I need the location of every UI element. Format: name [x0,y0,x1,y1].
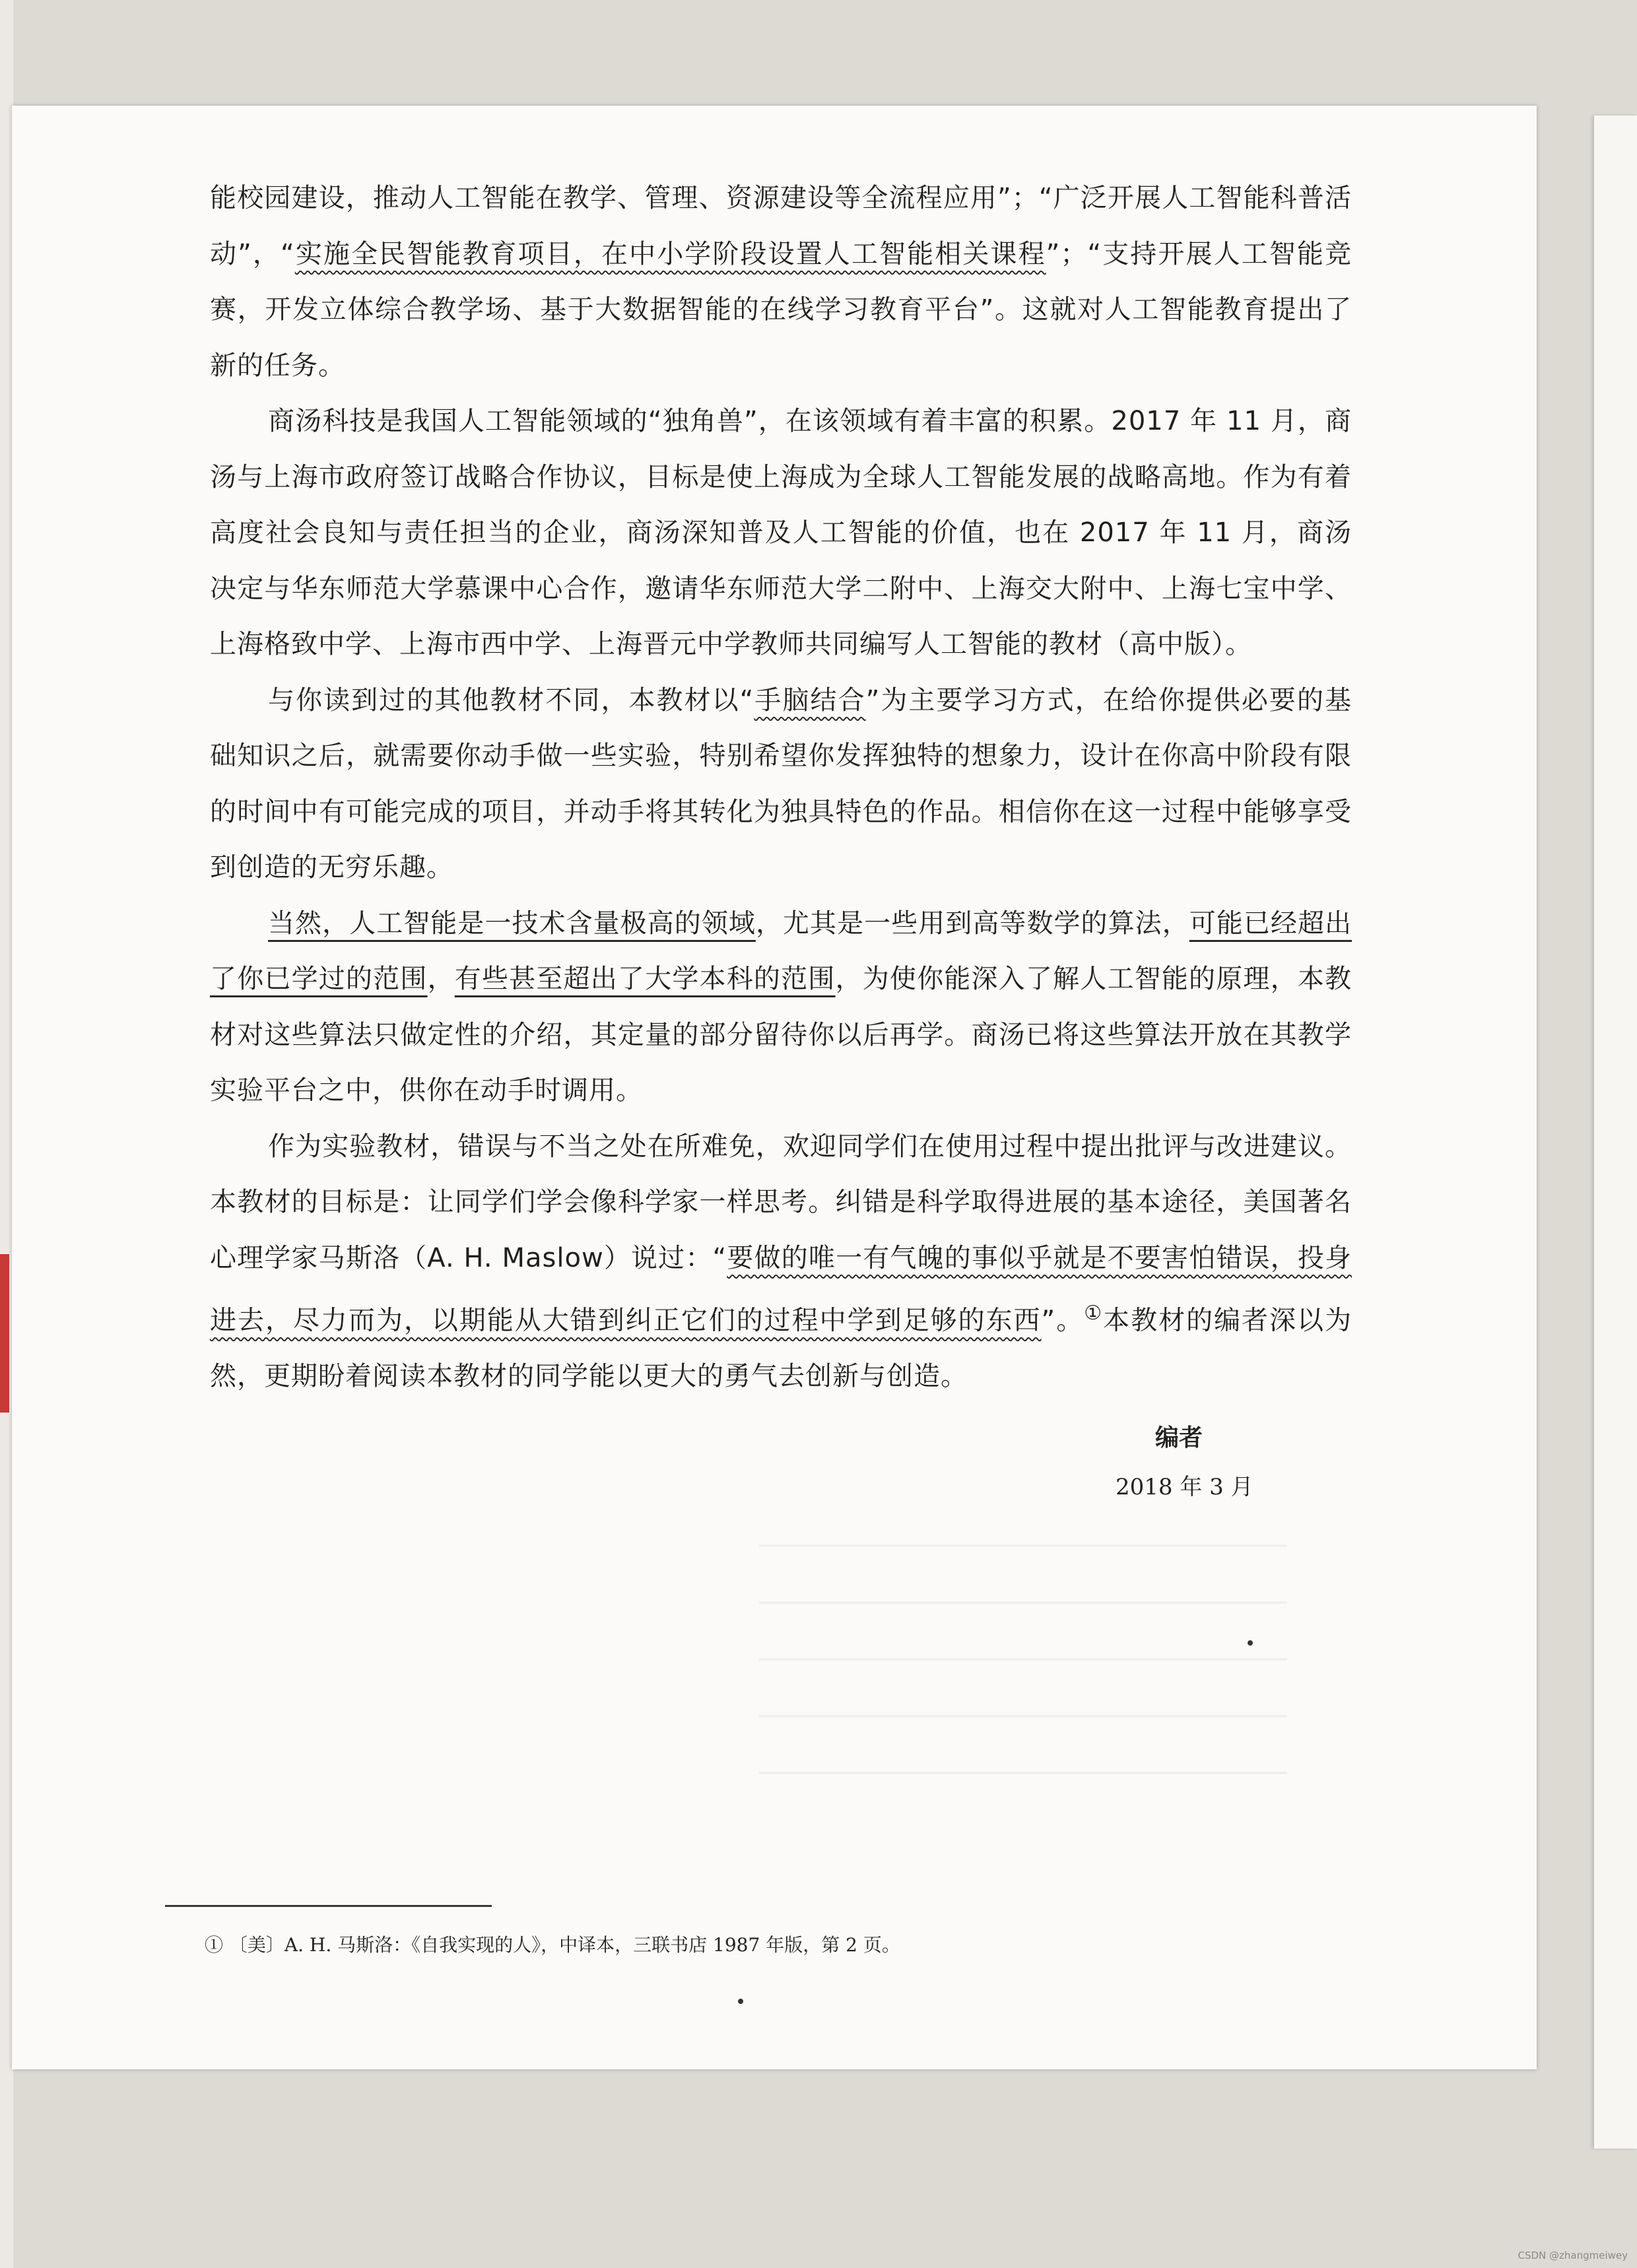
underlined-text: 可能已经超出了你已学过的范围 [210,908,1353,994]
paragraph-learning-style [210,673,1352,896]
text-run: ，为使你能深入了解人工智能的原理，本教材对这些算法只做定性的介绍，其定量的部分留待你以后再学。商汤已将这些算法开放在其教学实验平台之中，供你在动手时调用。 [210,964,1353,1106]
signature-editor: 编者 [1155,1424,1203,1451]
wavy-underlined-quote: 要做的唯一有气魄的事似乎就是不要害怕错误，投身进去，尽力而为，以期能从大错到纠正它们的过程中学到足够的东西 [210,1242,1353,1336]
show-through-text [759,1505,1287,1795]
page-dot [738,1999,743,2004]
adjacent-page-edge [1594,116,1637,2149]
text-run: 作为实验教材，错误与不当之处在所难免，欢迎同学们在使用过程中提出批评与改进建议。本教材的目标是：让同学们学会像科学家一样思考。纠错是科学取得进展的基本途径，美国著名心理学家马斯洛（A. H. Maslow）说过：“ [210,1131,1352,1273]
paragraph-sensetime: 商汤科技是我国人工智能领域的“独角兽”，在该领域有着丰富的积累。2017 年 11 月，商汤与上海市政府签订战略合作协议，目标是使上海成为全球人工智能发展的战略高地。作为有着高度社会良知与责任担当的企业，商汤深知普及人工智能的价值，也在 2017 年 11 月，商汤决定与华东师范大学慕课中心合作，邀请华东师范大学二附中、上海交大附中、上海七宝中学、上海格致中学、上海市西中学、上海晋元中学教师共同编写人工智能的教材（高中版）。 [210,406,1352,659]
text-run: ”；“支持开展人工智能竞赛，开发立体综合教学场、基于大数据智能的在线学习教育平台”。这就对人工智能教育提出了新的任务。 [210,238,1353,381]
wavy-underlined-text: 手脑结合 [754,684,866,716]
text-run: 本教材的编者深以为然，更期盼着阅读本教材的同学能以更大的勇气去创新与创造。 [210,1305,1352,1391]
watermark: CSDN @zhangmeiwey [1518,2250,1628,2261]
paragraph-maslow [210,1119,1352,1405]
footnote-rule [165,1905,492,1907]
underlined-text: 当然，人工智能是一技术含量极高的领域 [268,908,756,939]
signature-date: 2018 年 3 月 [1116,1474,1253,1500]
text-run: 能校园建设，推动人工智能在教学、管理、资源建设等全流程应用”；“广泛开展人工智能科普活动”，“ [210,183,1352,269]
text-run: ，尤其是一些用到高等数学的算法， [755,908,1189,939]
red-page-tab [0,1254,9,1413]
text-run: ， [427,964,455,994]
scan-speck [1248,1640,1253,1646]
scan-left-edge [0,0,13,2268]
body-text [210,170,1352,1404]
wavy-underlined-text: 实施全民智能教育项目，在中小学阶段设置人工智能相关课程 [294,238,1046,269]
footnote-marker: ① [1084,1302,1104,1325]
footnote: ① 〔美〕A. H. 马斯洛：《自我实现的人》，中译本，三联书店 1987 年版，第 2 页。 [205,1934,900,1956]
underlined-text: 有些甚至超出了大学本科的范围 [454,964,836,994]
paragraph-algorithms [210,896,1352,1119]
text-run: 与你读到过的其他教材不同，本教材以“ [268,684,754,716]
text-run: ”。 [1041,1305,1085,1336]
paragraph-continued [210,170,1352,393]
text-run: ”为主要学习方式，在给你提供必要的基础知识之后，就需要你动手做一些实验，特别希望你发挥独特的想象力，设计在你高中阶段有限的时间中有可能完成的项目，并动手将其转化为独具特色的作品。相信你在这一过程中能够享受到创造的无穷乐趣。 [210,684,1352,883]
